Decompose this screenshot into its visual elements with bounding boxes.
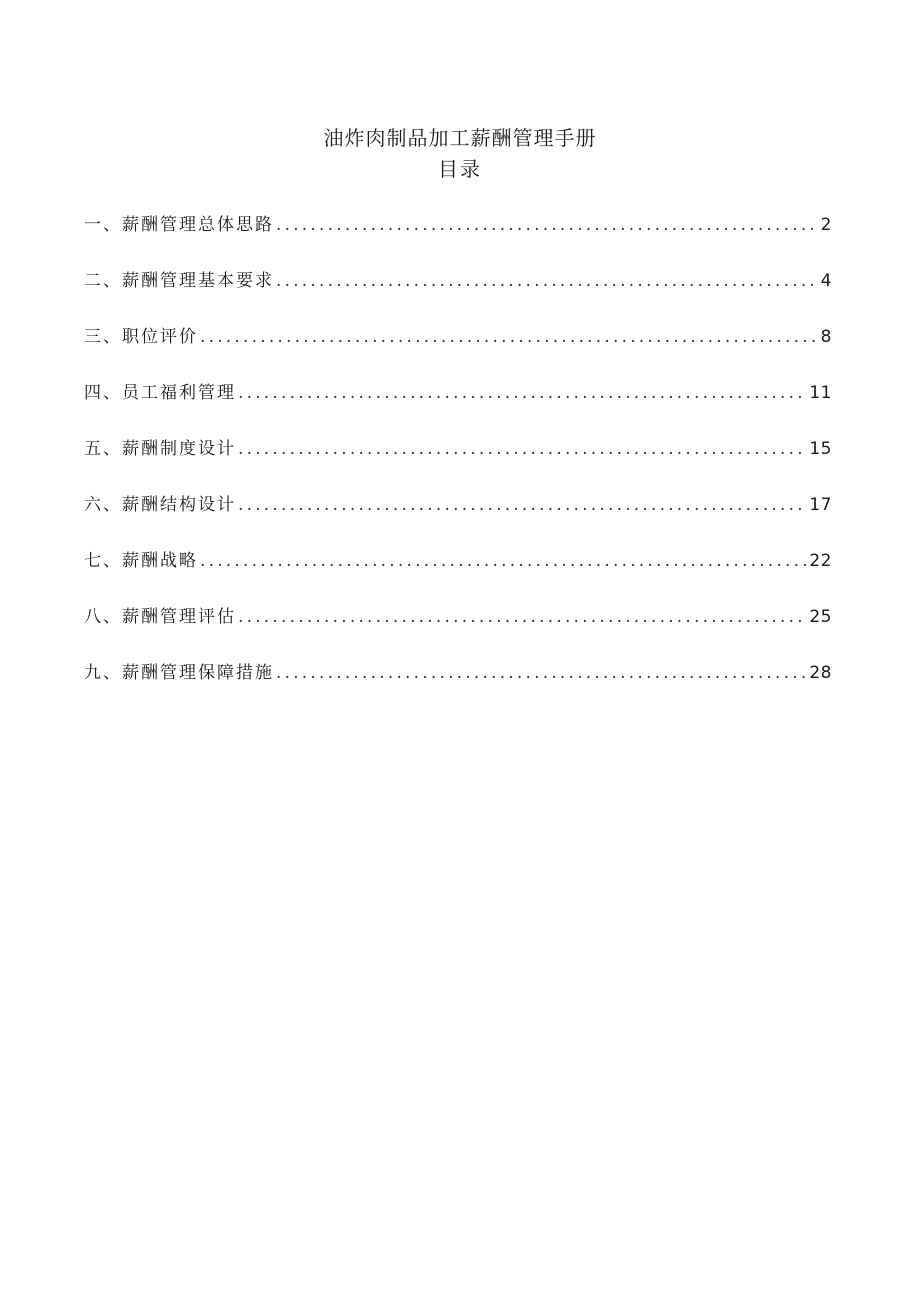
toc-dot-leader bbox=[200, 546, 806, 576]
toc-page-number: 28 bbox=[809, 663, 832, 683]
toc-page-number: 4 bbox=[820, 271, 832, 291]
toc-entry-7[interactable] bbox=[84, 546, 832, 602]
toc-dot-leader bbox=[276, 266, 818, 296]
toc-entry-label: 八、薪酬管理评估 bbox=[84, 607, 236, 627]
toc-dot-leader bbox=[276, 210, 818, 240]
toc-page-number: 2 bbox=[820, 215, 832, 235]
toc-entry-label: 六、薪酬结构设计 bbox=[84, 495, 236, 515]
toc-entry-label: 三、职位评价 bbox=[84, 327, 198, 347]
toc-entry-2[interactable] bbox=[84, 266, 832, 322]
toc-dot-leader bbox=[238, 490, 806, 520]
toc-entry-label: 七、薪酬战略 bbox=[84, 551, 198, 571]
toc-entry-label: 九、薪酬管理保障措施 bbox=[84, 663, 274, 683]
toc-entry-4[interactable] bbox=[84, 378, 832, 434]
toc-dot-leader bbox=[238, 434, 806, 464]
toc-entry-label: 二、薪酬管理基本要求 bbox=[84, 271, 274, 291]
toc-entry-5[interactable] bbox=[84, 434, 832, 490]
toc-entry-1[interactable] bbox=[84, 210, 832, 266]
toc-entry-label: 五、薪酬制度设计 bbox=[84, 439, 236, 459]
toc-entry-9[interactable] bbox=[84, 658, 832, 714]
document-title: 油炸肉制品加工薪酬管理手册 bbox=[323, 126, 597, 150]
table-of-contents bbox=[84, 210, 832, 714]
toc-page-number: 15 bbox=[809, 439, 832, 459]
toc-dot-leader bbox=[238, 378, 806, 408]
toc-entry-8[interactable] bbox=[84, 602, 832, 658]
toc-dot-leader bbox=[276, 658, 806, 688]
toc-page-number: 8 bbox=[820, 327, 832, 347]
toc-entry-label: 一、薪酬管理总体思路 bbox=[84, 215, 274, 235]
toc-dot-leader bbox=[200, 322, 818, 352]
toc-heading: 目录 bbox=[438, 157, 482, 181]
toc-page-number: 25 bbox=[809, 607, 832, 627]
toc-page-number: 22 bbox=[809, 551, 832, 571]
toc-dot-leader bbox=[238, 602, 806, 632]
toc-page-number: 11 bbox=[809, 383, 832, 403]
toc-entry-label: 四、员工福利管理 bbox=[84, 383, 236, 403]
toc-page-number: 17 bbox=[809, 495, 832, 515]
toc-entry-3[interactable] bbox=[84, 322, 832, 378]
toc-entry-6[interactable] bbox=[84, 490, 832, 546]
